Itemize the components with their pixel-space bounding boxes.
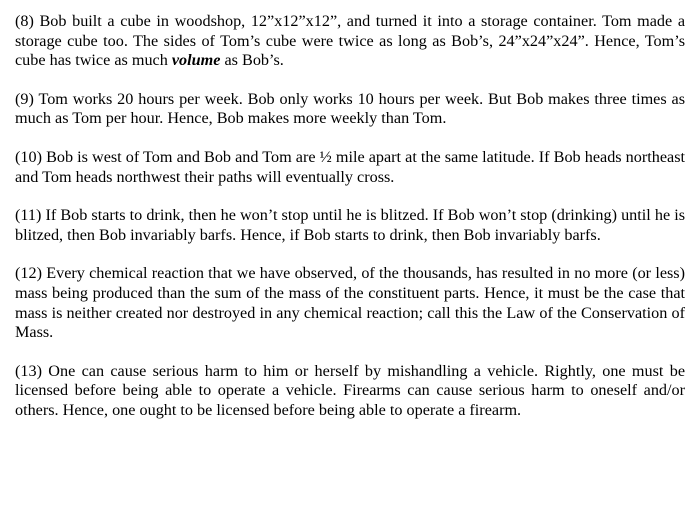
problem-text: as Bob’s. (220, 51, 284, 70)
problem-12 (15, 264, 685, 342)
problem-text: Tom works 20 hours per week. Bob only works 10 hours per week. But Bob makes three times as much as Tom per hour. Hence, Bob makes more weekly than Tom. (15, 89, 685, 128)
problem-text: If Bob starts to drink, then he won’t stop until he is blitzed. If Bob won’t stop (drinking) until he is blitzed, then Bob invariably barfs. Hence, if Bob starts to drink, then Bob invariably barfs. (15, 206, 686, 244)
problem-number: (13) (15, 361, 42, 380)
document-page (15, 12, 685, 421)
problem-text: Bob is west of Tom and Bob and Tom are ½ mile apart at the same latitude. If Bob heads northeast and Tom heads northwest their paths will eventually cross. (15, 147, 686, 186)
problem-8 (15, 12, 685, 71)
problem-text: Every chemical reaction that we have observed, of the thousands, has resulted in no more (or less) mass being produced than the sum of the mass of the constituent parts. Hence, it must be the case that mass is neither created nor destroyed in any chemical reaction; call this the Law of the Conservation of Mass. (15, 264, 685, 342)
problem-9 (15, 90, 685, 129)
problem-text: One can cause serious harm to him or herself by mishandling a vehicle. Rightly, one must be licensed before being able to operate a vehicle. Firearms can cause serious harm to oneself and/or others. Hence, one ought to be licensed before being able to operate a firearm. (15, 361, 686, 419)
problem-11 (15, 206, 685, 245)
emphasized-word: volume (171, 51, 221, 70)
problem-number: (10) (15, 147, 42, 166)
problem-number: (8) (15, 12, 34, 30)
problem-number: (12) (15, 264, 42, 283)
problem-number: (11) (15, 206, 42, 225)
problem-13 (15, 362, 685, 421)
problem-10 (15, 148, 685, 187)
problem-text: Bob built a cube in woodshop, 12”x12”x12”, and turned it into a storage container. Tom made a storage cube too. The sides of Tom’s cube were twice as long as Bob’s, 24”x24”x24”. Hence, Tom’s cube has twice as much (15, 12, 685, 70)
problem-number: (9) (15, 89, 34, 108)
